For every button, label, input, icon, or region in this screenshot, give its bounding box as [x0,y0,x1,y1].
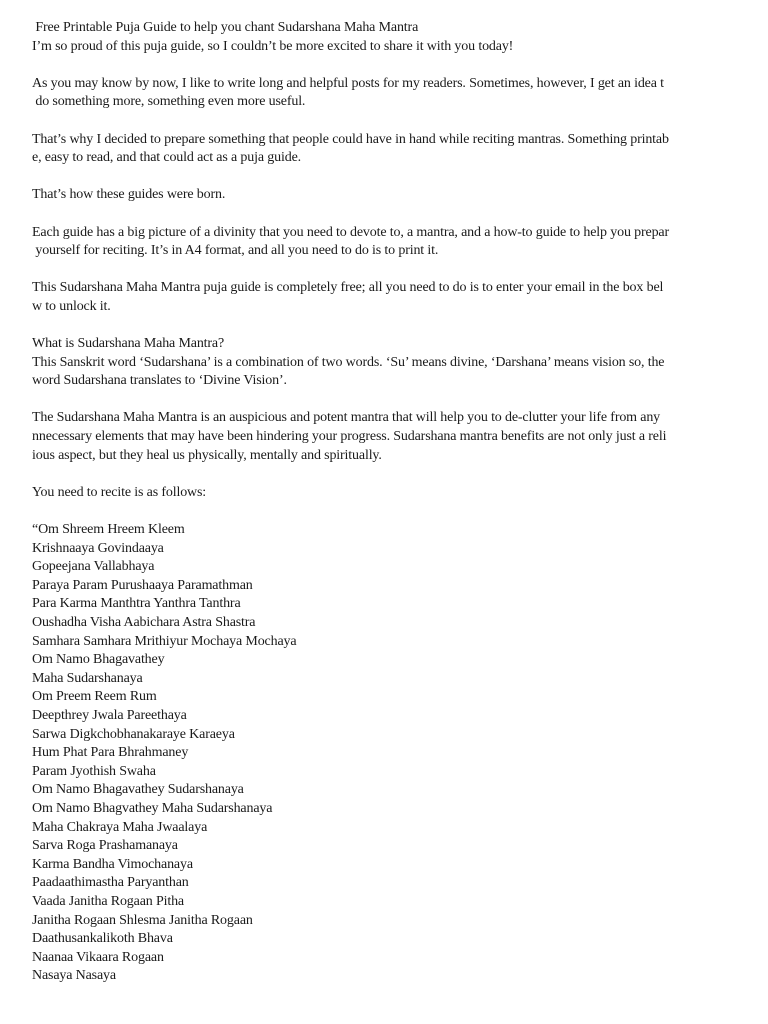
mantra-line: Om Namo Bhagavathey [32,652,165,668]
paragraph-gap [32,261,738,280]
mantra-line: Deepthrey Jwala Pareethaya [32,707,187,723]
paragraph-gap [32,465,738,484]
document-page [32,19,738,986]
mantra-line: Om Namo Bhagavathey Sudarshanaya [32,782,244,798]
paragraph-6 [32,354,738,391]
mantra-line: Hum Phat Para Bhrahmaney [32,745,189,761]
paragraph-line: As you may know by now, I like to write long and helpful posts for my readers. Sometimes, however, I get an idea t [32,75,664,91]
intro-line: I’m so proud of this puja guide, so I couldn’t be more excited to share it with you today! [32,38,514,54]
paragraph-line: w to unlock it. [32,298,111,314]
mantra-line: Param Jyothish Swaha [32,763,156,779]
paragraph-line: yourself for reciting. It’s in A4 format, and all you need to do is to print it. [32,243,439,259]
mantra-line: Oushadha Visha Aabichara Astra Shastra [32,615,256,630]
document-title: Free Printable Puja Guide to help you chant Sudarshana Maha Mantra [32,20,419,35]
mantra-line: Om Namo Bhagvathey Maha Sudarshanaya [32,800,273,816]
paragraph-2 [32,131,738,168]
mantra-line: Naanaa Vikaara Rogaan [32,949,164,965]
paragraph-line: e, easy to read, and that could act as a puja guide. [32,150,301,166]
paragraph-1 [32,75,738,112]
section-heading: What is Sudarshana Maha Mantra? [32,336,225,352]
paragraph-7 [32,409,738,465]
paragraph-line: This Sanskrit word ‘Sudarshana’ is a combination of two words. ‘Su’ means divine, ‘Darshana’ means vision so, the [32,354,665,370]
paragraph-gap [32,168,738,187]
paragraph-line: word Sudarshana translates to ‘Divine Vision’. [32,373,287,389]
paragraph-line: That’s why I decided to prepare something that people could have in hand while reciting mantras. Something printab [32,131,669,147]
paragraph-line: nnecessary elements that may have been hindering your progress. Sudarshana mantra benefits are not only just a reli [32,429,667,445]
paragraph-3 [32,186,738,205]
mantra-line: Om Preem Reem Rum [32,689,157,705]
mantra-line: Para Karma Manthtra Yanthra Tanthra [32,596,241,612]
paragraph-line: This Sudarshana Maha Mantra puja guide is completely free; all you need to do is to enter your email in the box bel [32,280,664,296]
paragraph-8 [32,484,738,503]
mantra-line: Vaada Janitha Rogaan Pitha [32,893,185,909]
mantra-line: Janitha Rogaan Shlesma Janitha Rogaan [32,912,253,928]
paragraph-5 [32,279,738,316]
paragraph-line: The Sudarshana Maha Mantra is an auspicious and potent mantra that will help you to de-clutter your life from any [32,410,661,426]
paragraph-gap [32,317,738,336]
paragraph-gap [32,502,738,521]
mantra-line: Sarva Roga Prashamanaya [32,838,178,854]
mantra-line: Nasaya Nasaya [32,968,116,984]
paragraph-gap [32,112,738,131]
mantra-line: Maha Chakraya Maha Jwaalaya [32,819,208,835]
mantra-line: Paadaathimastha Paryanthan [32,875,189,891]
mantra-line: Krishnaaya Govindaaya [32,540,164,556]
paragraph-line: ious aspect, but they heal us physically, mentally and spiritually. [32,447,382,463]
mantra-line: Sarwa Digkchobhanakaraye Karaeya [32,726,235,742]
mantra-line: Karma Bandha Vimochanaya [32,856,193,872]
paragraph-line: do something more, something even more useful. [32,94,306,110]
mantra-line: Gopeejana Vallabhaya [32,559,155,575]
mantra-block [32,521,738,986]
paragraph-4 [32,224,738,261]
paragraph-line: Each guide has a big picture of a divinity that you need to devote to, a mantra, and a how-to guide to help you prepar [32,224,669,240]
paragraph-line: You need to recite is as follows: [32,484,207,500]
paragraph-gap [32,205,738,224]
mantra-line: Daathusankalikoth Bhava [32,931,173,947]
paragraph-gap [32,56,738,75]
mantra-line: Paraya Param Purushaaya Paramathman [32,577,253,593]
mantra-line: Maha Sudarshanaya [32,670,143,686]
paragraph-gap [32,391,738,410]
mantra-line: Samhara Samhara Mrithiyur Mochaya Mochaya [32,633,297,649]
paragraph-line: That’s how these guides were born. [32,187,226,203]
mantra-line: “Om Shreem Hreem Kleem [32,522,185,538]
